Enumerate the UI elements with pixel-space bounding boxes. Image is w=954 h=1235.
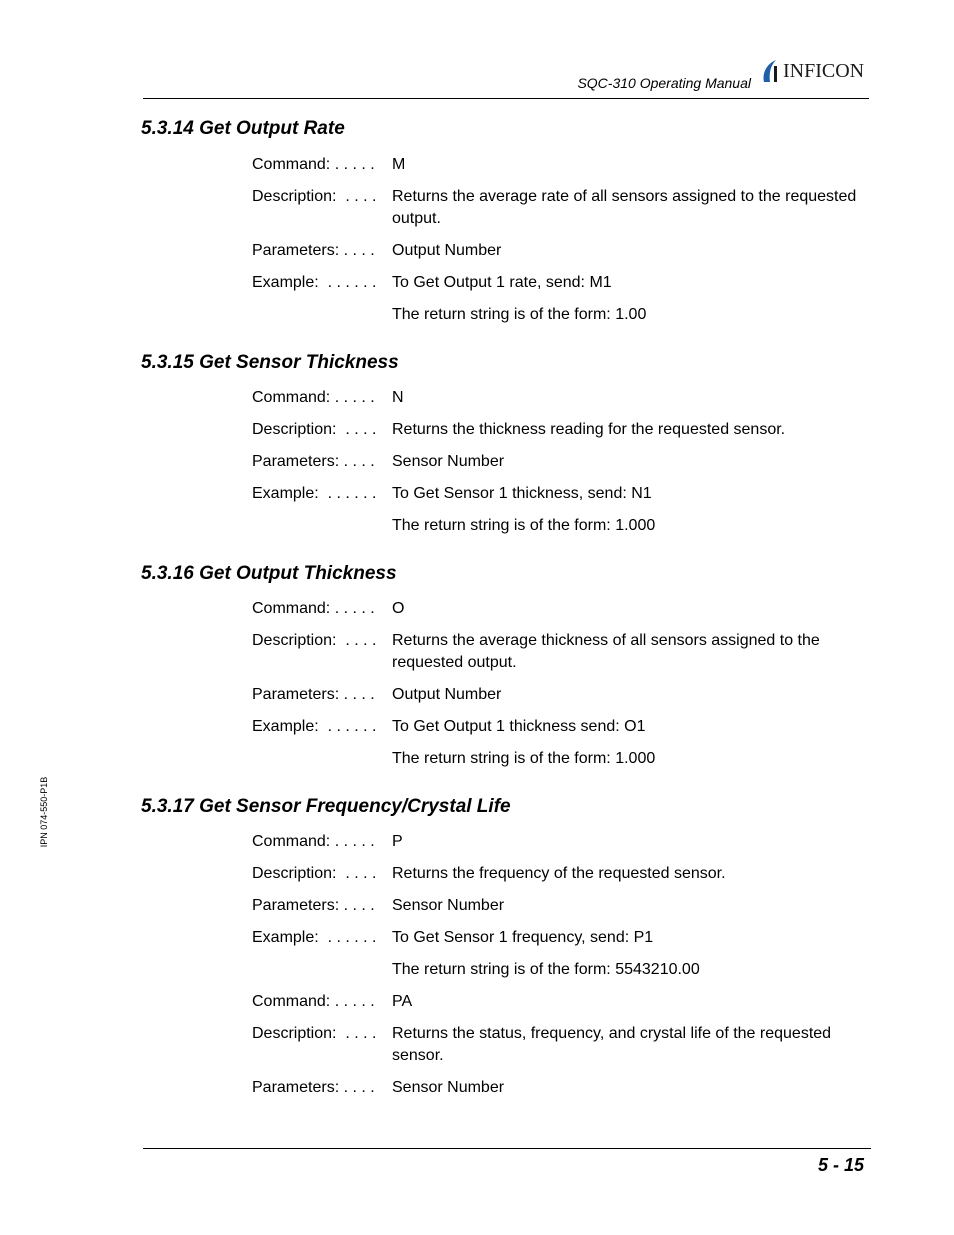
field-label: Command: . . . . . (252, 833, 375, 850)
field-label: Description: . . . . (252, 421, 377, 438)
field-description (252, 419, 872, 441)
section-title-get-output-rate: 5.3.14 Get Output Rate (141, 118, 345, 139)
field-value: Returns the thickness reading for the requested sensor. (392, 421, 786, 438)
field-value: Returns the average thickness of all sensors assigned to the requested output. (392, 632, 820, 671)
field-return-string (252, 515, 872, 537)
section-title-get-output-thickness: 5.3.16 Get Output Thickness (141, 563, 397, 584)
field-label: Description: . . . . (252, 188, 377, 205)
field-label: Example: . . . . . . (252, 718, 377, 735)
field-description (252, 186, 872, 230)
footer-rule (143, 1148, 871, 1149)
field-example (252, 716, 872, 738)
field-return-string (252, 748, 872, 770)
field-value: To Get Output 1 rate, send: M1 (392, 274, 612, 291)
ipn-label: IPN 074-550-P1B (39, 776, 49, 848)
field-value: Returns the average rate of all sensors assigned to the requested output. (392, 188, 857, 227)
field-value: M (392, 156, 406, 173)
field-value: Returns the status, frequency, and crystal life of the requested sensor. (392, 1025, 832, 1064)
field-value: To Get Output 1 thickness send: O1 (392, 718, 646, 735)
field-label: Command: . . . . . (252, 600, 375, 617)
field-label: Example: . . . . . . (252, 929, 377, 946)
field-example (252, 927, 872, 949)
field-command (252, 991, 872, 1013)
field-value: PA (392, 993, 413, 1010)
header-rule (143, 98, 869, 99)
page-number: 5 - 15 (817, 1155, 864, 1175)
field-label: Parameters: . . . . (252, 1079, 375, 1096)
field-return-string (252, 304, 872, 326)
field-value: The return string is of the form: 1.00 (392, 306, 647, 323)
field-parameters (252, 1077, 872, 1099)
field-description (252, 863, 872, 885)
field-command (252, 831, 872, 853)
field-command (252, 598, 872, 620)
field-label: Description: . . . . (252, 632, 377, 649)
inficon-logo-mark-icon (760, 58, 782, 84)
field-example (252, 483, 872, 505)
field-value: Sensor Number (392, 453, 505, 470)
field-parameters (252, 684, 872, 706)
field-value: The return string is of the form: 5543210.00 (392, 961, 700, 978)
section-title-get-sensor-thickness: 5.3.15 Get Sensor Thickness (141, 352, 399, 373)
field-label: Parameters: . . . . (252, 242, 375, 259)
field-label: Parameters: . . . . (252, 686, 375, 703)
field-label: Example: . . . . . . (252, 274, 377, 291)
field-parameters (252, 451, 872, 473)
field-description (252, 1023, 872, 1067)
field-value: Sensor Number (392, 897, 505, 914)
field-value: O (392, 600, 405, 617)
brand-name: INFICON (783, 59, 865, 82)
field-label: Parameters: . . . . (252, 453, 375, 470)
field-parameters (252, 895, 872, 917)
manual-title: SQC-310 Operating Manual (577, 75, 751, 91)
field-label: Command: . . . . . (252, 389, 375, 406)
field-value: Output Number (392, 242, 502, 259)
field-value: The return string is of the form: 1.000 (392, 750, 656, 767)
field-label: Description: . . . . (252, 1025, 377, 1042)
field-label: Parameters: . . . . (252, 897, 375, 914)
field-parameters (252, 240, 872, 262)
field-label: Command: . . . . . (252, 993, 375, 1010)
field-value: P (392, 833, 403, 850)
field-value: The return string is of the form: 1.000 (392, 517, 656, 534)
field-command (252, 387, 872, 409)
field-command (252, 154, 872, 176)
inficon-logo (760, 58, 864, 84)
field-label: Description: . . . . (252, 865, 377, 882)
field-label: Command: . . . . . (252, 156, 375, 173)
section-title-get-sensor-frequency: 5.3.17 Get Sensor Frequency/Crystal Life (141, 796, 511, 817)
field-value: To Get Sensor 1 thickness, send: N1 (392, 485, 652, 502)
field-example (252, 272, 872, 294)
field-description (252, 630, 872, 674)
field-return-string (252, 959, 872, 981)
field-value: Output Number (392, 686, 502, 703)
field-value: N (392, 389, 404, 406)
field-value: Returns the frequency of the requested sensor. (392, 865, 726, 882)
field-label: Example: . . . . . . (252, 485, 377, 502)
field-value: Sensor Number (392, 1079, 505, 1096)
field-value: To Get Sensor 1 frequency, send: P1 (392, 929, 654, 946)
